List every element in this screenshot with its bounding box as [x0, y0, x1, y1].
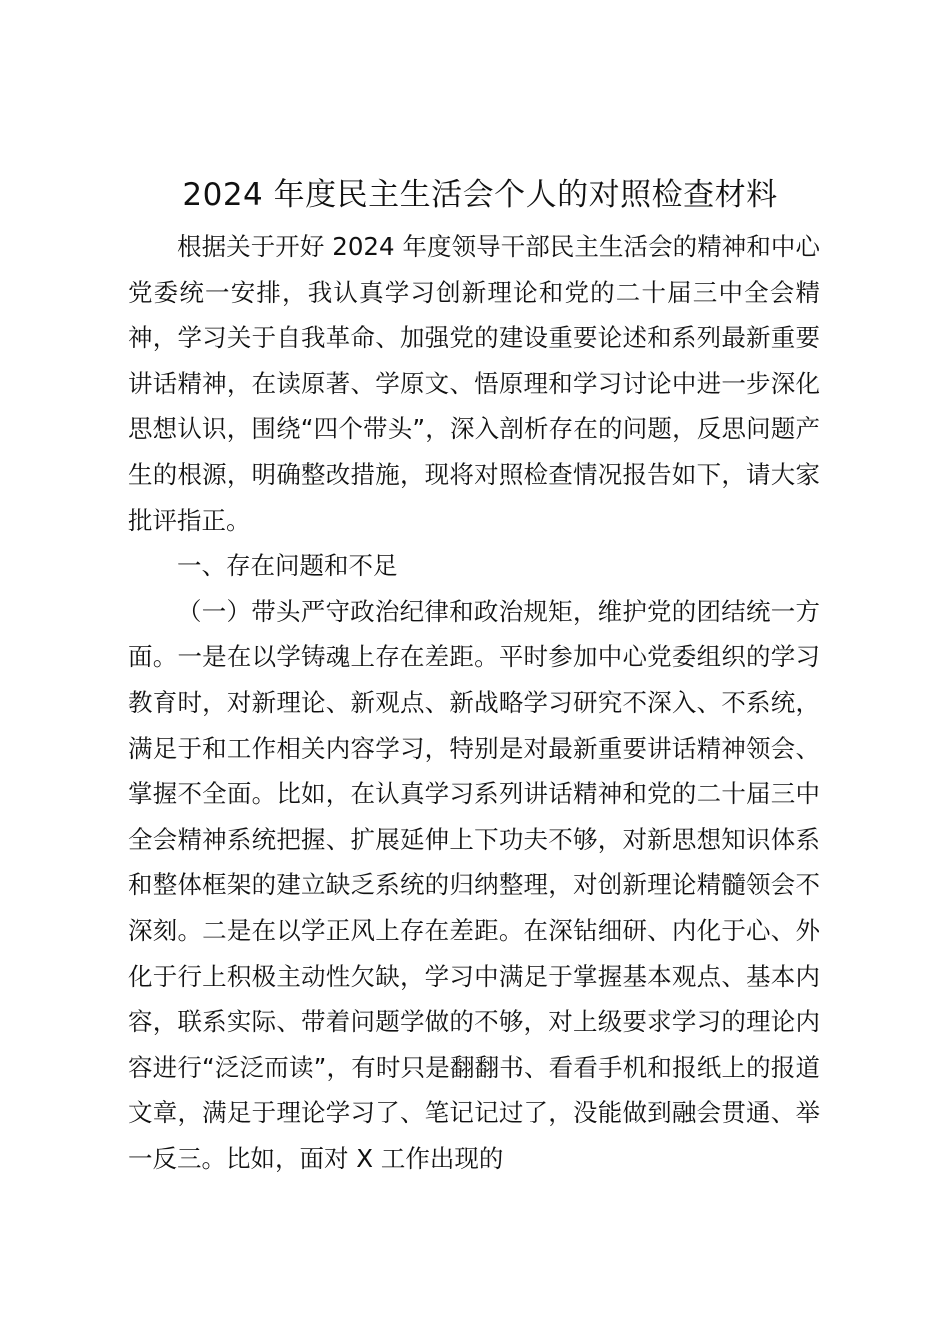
paragraph-political-discipline: （一）带头严守政治纪律和政治规矩，维护党的团结统一方面。一是在以学铸魂上存在差距。平时参加中心党委组织的学习教育时，对新理论、新观点、新战略学习研究不深入、不系统，满足于和工作相关内容学习，特别是对最新重要讲话精神领会、掌握不全面。比如，在认真学习系列讲话精神和党的二十届三中全会精神系统把握、扩展延伸上下功夫不够，对新思想知识体系和整体框架的建立缺乏系统的归纳整理，对创新理论精髓领会不深刻。二是在以学正风上存在差距。在深钻细研、内化于心、外化于行上积极主动性欠缺，学习中满足于掌握基本观点、基本内容，联系实际、带着问题学做的不够，对上级要求学习的理论内容进行“泛泛而读”，有时只是翻翻书、看看手机和报纸上的报道文章，满足于理论学习了、笔记记过了，没能做到融会贯通、举一反三。比如，面对 X 工作出现的 [128, 596, 820, 1173]
document-body [128, 224, 820, 1181]
section-heading-problems: 一、存在问题和不足 [177, 551, 398, 581]
document-title: 2024 年度民主生活会个人的对照检查材料 [182, 177, 778, 213]
paragraph-intro: 根据关于开好 2024 年度领导干部民主生活会的精神和中心党委统一安排，我认真学习创新理论和党的二十届三中全会精神，学习关于自我革命、加强党的建设重要论述和系列最新重要讲话精神，在读原著、学原文、悟原理和学习讨论中进一步深化思想认识，围绕“四个带头”，深入剖析存在的问题，反思问题产生的根源，明确整改措施，现将对照检查情况报告如下，请大家批评指正。 [128, 232, 820, 535]
